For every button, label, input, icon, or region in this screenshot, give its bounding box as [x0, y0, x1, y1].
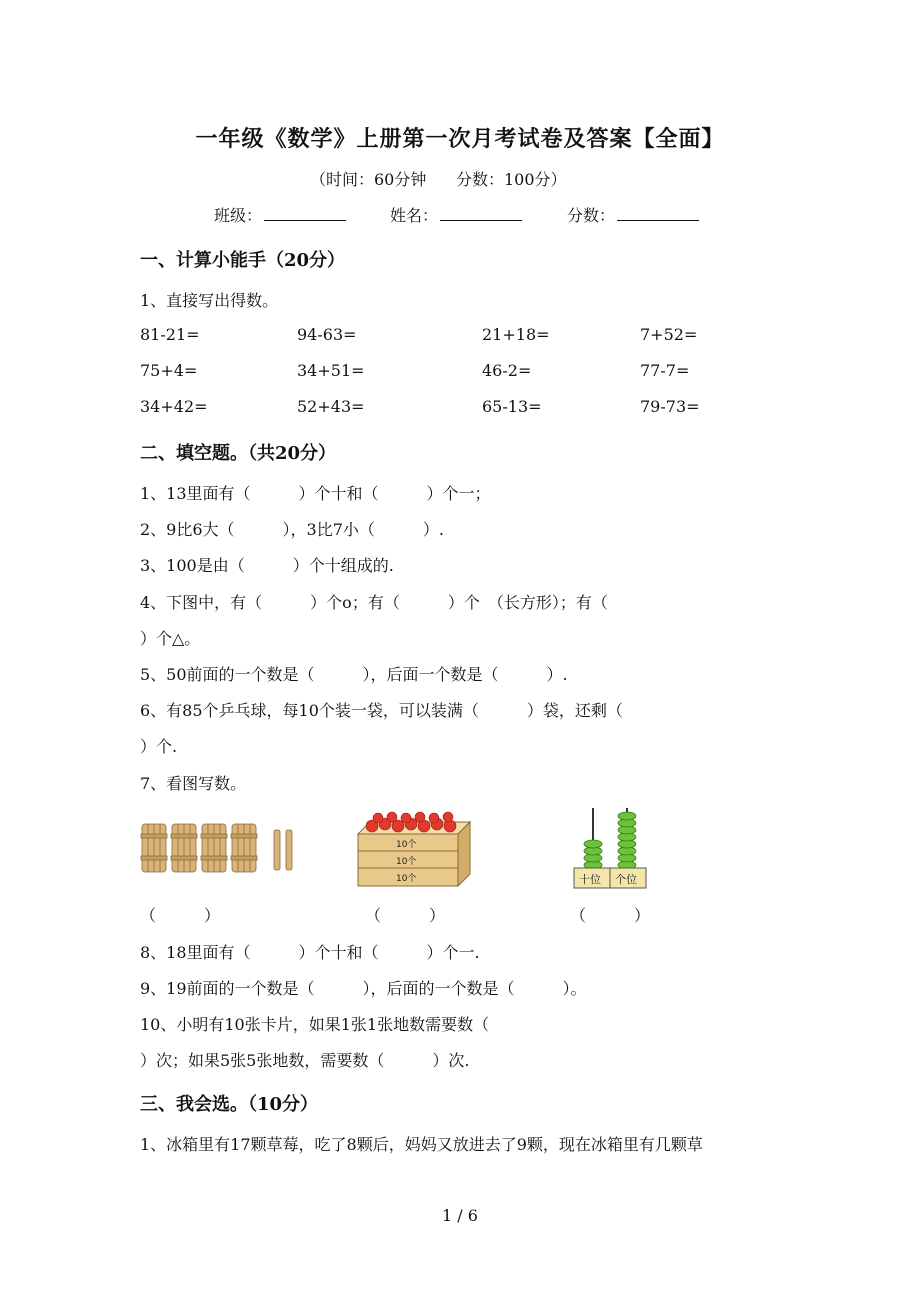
box-label: 10个	[396, 857, 417, 867]
s2-line-1: 1、13里面有（ ）个十和（ ）个一；	[140, 484, 491, 503]
calc-item: 77-7=	[640, 361, 690, 380]
calc-item: 81-21=	[140, 325, 200, 344]
calc-item: 52+43=	[297, 397, 365, 416]
s2-line-10: 10、小明有10张卡片，如果1张1张地数需要数（	[140, 1015, 490, 1034]
page-number: 1 / 6	[442, 1206, 478, 1225]
total-score-label: 分数：100分）	[456, 170, 567, 189]
single-stick	[286, 830, 292, 870]
s2-line-8: 8、18里面有（ ）个十和（ ）个一.	[140, 943, 480, 962]
section-1-heading: 一、计算小能手（20分）	[140, 250, 346, 271]
s2-line-7: 7、看图写数。	[140, 774, 247, 793]
section-2-heading: 二、填空题。（共20分）	[140, 443, 337, 464]
stick-bundles-image	[140, 820, 310, 876]
stick-bundle	[201, 824, 227, 872]
page-title: 一年级《数学》上册第一次月考试卷及答案【全面】	[195, 126, 725, 152]
class-blank[interactable]	[264, 206, 346, 221]
time-label: （时间：60分钟	[310, 170, 427, 189]
answer-blank-2[interactable]: （ ）	[365, 906, 446, 925]
s2-line-9: 9、19前面的一个数是（ ），后面的一个数是（ ）。	[140, 979, 587, 998]
single-stick	[274, 830, 280, 870]
answer-blank-3[interactable]: （ ）	[570, 906, 651, 925]
s2-line-2: 2、9比6大（ ），3比7小（ ）.	[140, 520, 444, 539]
apple-box-image	[352, 808, 474, 890]
abacus-ones-label: 个位	[615, 873, 637, 886]
ones-beads	[618, 812, 636, 869]
calc-item: 46-2=	[482, 361, 532, 380]
s2-line-10b: ）次；如果5张5张地数，需要数（ ）次.	[140, 1051, 470, 1070]
calc-item: 34+51=	[297, 361, 365, 380]
score-field[interactable]	[567, 203, 699, 226]
calc-item: 65-13=	[482, 397, 542, 416]
answer-blank-1[interactable]: （ ）	[140, 906, 221, 925]
s2-line-3: 3、100是由（ ）个十组成的.	[140, 556, 394, 575]
s3-question-1: 1、冰箱里有17颗草莓，吃了8颗后，妈妈又放进去了9颗，现在冰箱里有几颗草	[140, 1135, 703, 1154]
stick-bundle	[141, 824, 167, 872]
s2-line-6b: ）个.	[140, 737, 178, 756]
name-label: 姓名：	[390, 206, 439, 225]
box-label: 10个	[396, 840, 417, 850]
abacus-tens-label: 十位	[579, 873, 601, 886]
name-blank[interactable]	[440, 206, 522, 221]
calc-item: 75+4=	[140, 361, 198, 380]
calc-item: 7+52=	[640, 325, 698, 344]
calc-item: 21+18=	[482, 325, 550, 344]
section-3-heading: 三、我会选。（10分）	[140, 1094, 319, 1115]
name-field[interactable]	[390, 203, 522, 226]
s2-line-4: 4、下图中，有（ ）个o；有（ ）个 （长方形）；有（	[140, 593, 608, 612]
abacus-image	[570, 806, 650, 890]
s2-line-5: 5、50前面的一个数是（ ），后面一个数是（ ）.	[140, 665, 568, 684]
score-blank[interactable]	[617, 206, 699, 221]
score-label: 分数：	[567, 206, 616, 225]
calc-item: 79-73=	[640, 397, 700, 416]
s2-line-6: 6、有85个乒乓球，每10个装一袋，可以装满（ ）袋，还剩（	[140, 701, 623, 720]
class-field[interactable]	[214, 203, 346, 226]
calc-item: 34+42=	[140, 397, 208, 416]
class-label: 班级：	[214, 206, 263, 225]
stick-bundle	[171, 824, 197, 872]
tens-beads	[584, 840, 602, 869]
s1-question-1: 1、直接写出得数。	[140, 291, 279, 310]
box-label: 10个	[396, 874, 417, 884]
calc-item: 94-63=	[297, 325, 357, 344]
s2-line-4b: ）个△。	[140, 629, 201, 648]
stick-bundle	[231, 824, 257, 872]
